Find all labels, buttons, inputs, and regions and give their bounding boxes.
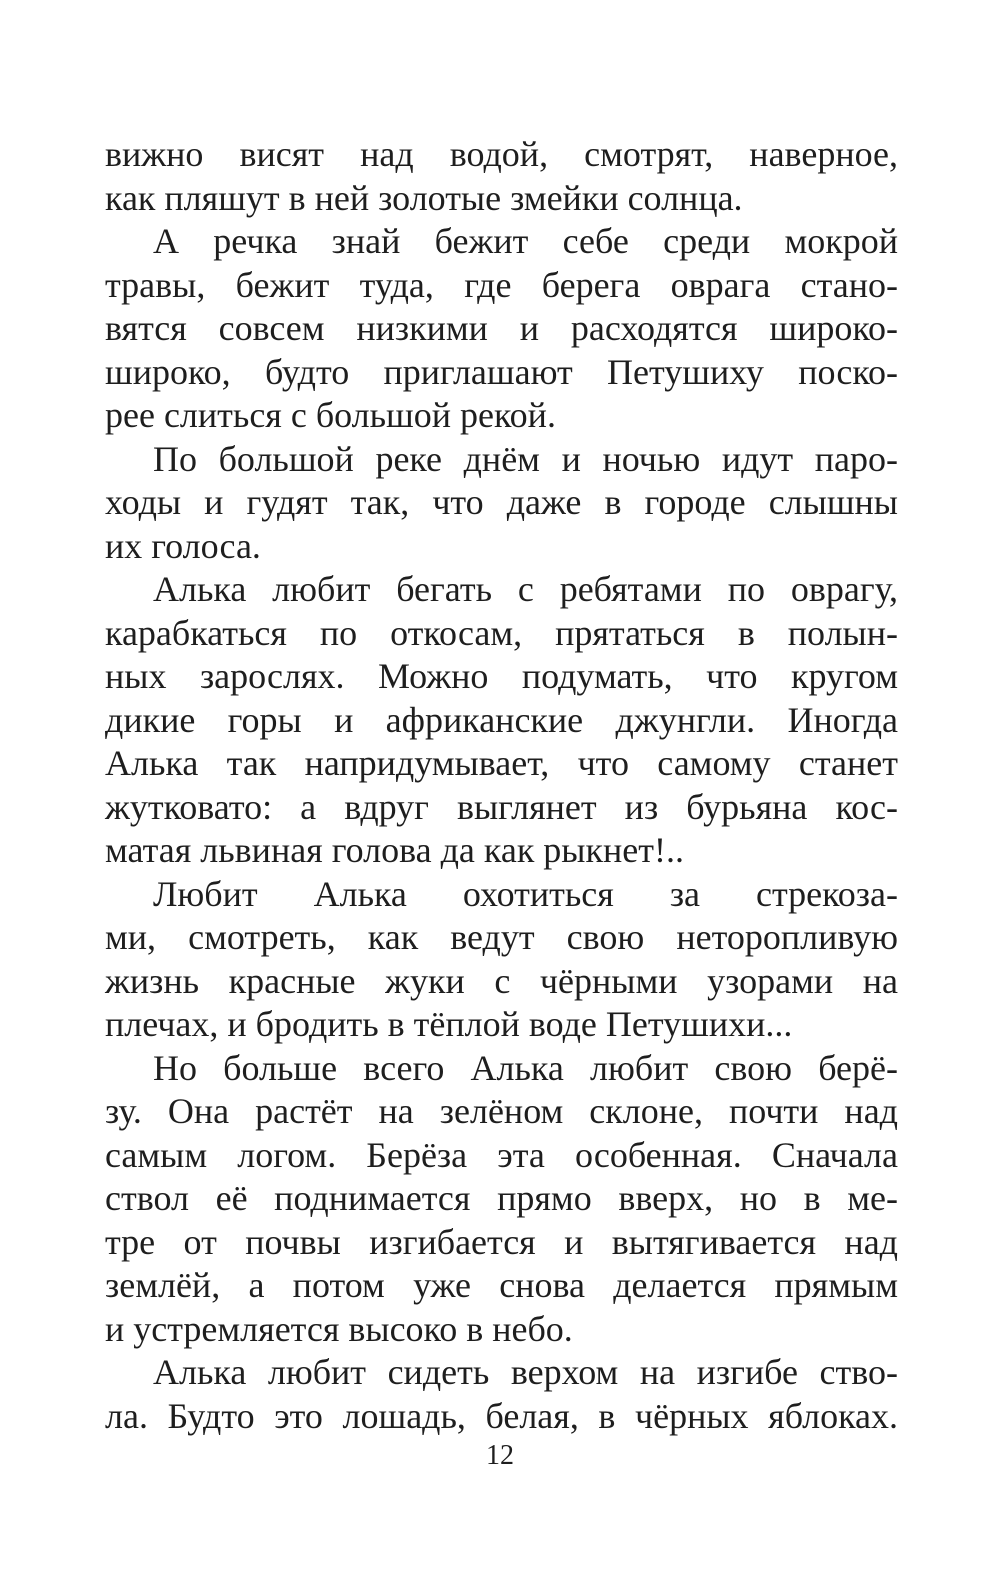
text-line: ходы и гудят так, что даже в городе слышны xyxy=(105,482,898,522)
paragraph xyxy=(105,1047,898,1352)
text-line: Алька так напридумывает, что самому станет xyxy=(105,743,898,783)
text-line: вятся совсем низкими и расходятся широко- xyxy=(105,308,898,348)
text-line: и устремляется высоко в небо. xyxy=(105,1308,573,1349)
text-line: широко, будто приглашают Петушиху поско- xyxy=(105,351,898,392)
text-line: жизнь красные жуки с чёрными узорами на xyxy=(105,960,898,1001)
text-line: Любит Алька охотиться за стрекоза- xyxy=(153,873,898,914)
text-line: Но больше всего Алька любит свою берё- xyxy=(153,1047,898,1088)
text-line: матая львиная голова да как рыкнет!.. xyxy=(105,830,684,870)
text-line: их голоса. xyxy=(105,525,261,566)
text-line: ствол её поднимается прямо вверх, но в ме- xyxy=(105,1178,898,1218)
text-line: ла. Будто это лошадь, белая, в чёрных яблоках. xyxy=(105,1395,898,1436)
paragraph xyxy=(105,873,898,1047)
paragraph xyxy=(105,220,898,438)
text-line: ми, смотреть, как ведут свою неторопливую xyxy=(105,917,898,957)
page-number: 12 xyxy=(486,1440,514,1471)
text-line: плечах, и бродить в тёплой воде Петушихи... xyxy=(105,1004,793,1044)
text-line: карабкаться по откосам, прятаться в полын- xyxy=(105,612,898,653)
text-line: А речка знай бежит себе среди мокрой xyxy=(153,221,898,261)
text-line: Алька любит сидеть верхом на изгибе ство- xyxy=(153,1352,898,1392)
text-line: жутковато: а вдруг выглянет из бурьяна кос- xyxy=(105,786,898,827)
paragraph xyxy=(105,1351,898,1438)
text-line: тре от почвы изгибается и вытягивается над xyxy=(105,1221,898,1262)
text-line: По большой реке днём и ночью идут паро- xyxy=(153,438,898,479)
text-line: землёй, а потом уже снова делается прямым xyxy=(105,1265,898,1305)
text-line: зу. Она растёт на зелёном склоне, почти над xyxy=(105,1091,898,1131)
text-line: травы, бежит туда, где берега оврага стано- xyxy=(105,264,898,305)
text-line: вижно висят над водой, смотрят, наверное, xyxy=(105,134,898,174)
text-line: дикие горы и африканские джунгли. Иногда xyxy=(105,699,898,740)
text-line: ных зарослях. Можно подумать, что кругом xyxy=(105,656,898,696)
paragraph xyxy=(105,568,898,873)
page-body xyxy=(105,133,898,1438)
text-line: как пляшут в ней золотые змейки солнца. xyxy=(105,177,743,218)
text-line: самым логом. Берёза эта особенная. Сначала xyxy=(105,1134,898,1175)
paragraph xyxy=(105,133,898,220)
text-line: Алька любит бегать с ребятами по оврагу, xyxy=(153,569,898,609)
text-line: рее слиться с большой рекой. xyxy=(105,395,556,435)
paragraph xyxy=(105,438,898,569)
